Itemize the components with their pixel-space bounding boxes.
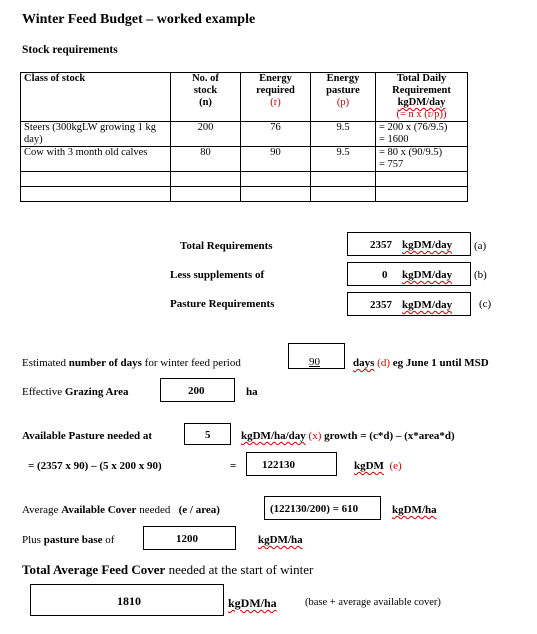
grazing-area-box: [160, 378, 235, 402]
tag-a: (a): [474, 240, 487, 252]
days-box: [288, 343, 345, 369]
cell-energy-required: 76: [241, 122, 311, 147]
available-pasture-calc: = (2357 x 90) – (5 x 200 x 90): [28, 460, 162, 472]
page-title: Winter Feed Budget – worked example: [22, 12, 256, 27]
average-cover-box: [264, 496, 381, 520]
pasture-requirements-unit: kgDM/day: [402, 299, 453, 311]
total-requirements-value: 2357: [370, 239, 392, 251]
tag-c: (c): [479, 298, 492, 310]
growth-result-value: 122130: [262, 459, 295, 471]
days-label: Estimated number of days for winter feed period: [22, 357, 241, 369]
pasture-base-box: [143, 526, 236, 550]
total-feed-cover-heading: Total Average Feed Cover needed at the start of winter: [22, 562, 314, 577]
cell-class: Cow with 3 month old calves: [21, 147, 171, 172]
cell-class: Steers (300kgLW growing 1 kg day): [21, 122, 171, 147]
table-row-empty: [21, 172, 468, 187]
table-header-row: [21, 73, 468, 122]
growth-result-unit: kgDM (e): [354, 460, 402, 472]
cell-total: = 200 x (76/9.5) = 1600: [376, 122, 468, 147]
stock-table: [20, 72, 468, 202]
pasture-base-unit: kgDM/ha: [258, 534, 303, 546]
cell-energy-pasture: 9.5: [311, 122, 376, 147]
pasture-base-value: 1200: [176, 533, 198, 545]
total-feed-cover-box: [30, 584, 224, 616]
header-energy-pasture: Energy pasture (p): [311, 73, 376, 122]
cell-count: 80: [171, 147, 241, 172]
total-requirements-label: Total Requirements: [180, 240, 273, 252]
pasture-requirements-label: Pasture Requirements: [170, 298, 275, 310]
table-row-empty: [21, 187, 468, 202]
average-cover-unit: kgDM/ha: [392, 504, 437, 516]
header-class: Class of stock: [21, 73, 171, 122]
total-feed-cover-unit: kgDM/ha: [228, 596, 277, 610]
total-requirements-unit: kgDM/day: [402, 239, 453, 251]
table-row: [21, 122, 468, 147]
equals-sign: =: [230, 460, 237, 472]
header-count: No. of stock (n): [171, 73, 241, 122]
grazing-area-unit: ha: [246, 386, 258, 398]
average-cover-label: Average Available Cover needed (e / area): [22, 504, 220, 516]
pasture-requirements-value: 2357: [370, 299, 392, 311]
header-total-daily: Total Daily Requirement kgDM/day (= n x (r/p)): [376, 73, 468, 122]
growth-result-box: [246, 452, 337, 476]
cell-energy-required: 90: [241, 147, 311, 172]
table-row: [21, 147, 468, 172]
total-feed-cover-value: 1810: [117, 594, 141, 608]
cell-count: 200: [171, 122, 241, 147]
supplements-unit: kgDM/day: [402, 269, 453, 281]
cell-total: = 80 x (90/9.5) = 757: [376, 147, 468, 172]
grazing-area-label: Effective Grazing Area: [22, 386, 129, 398]
pasture-requirements-box: [347, 292, 471, 316]
pasture-base-label: Plus pasture base of: [22, 534, 115, 546]
grazing-area-value: 200: [188, 385, 205, 397]
available-pasture-formula: kgDM/ha/day (x) growth = (c*d) – (x*area*d): [241, 430, 455, 442]
available-pasture-label: Available Pasture needed at: [22, 430, 153, 442]
cell-energy-pasture: 9.5: [311, 147, 376, 172]
days-value: 90: [309, 356, 320, 368]
header-energy-required: Energy required (r): [241, 73, 311, 122]
days-unit-line: days (d) eg June 1 until MSD: [353, 357, 489, 369]
supplements-label: Less supplements of: [170, 269, 265, 281]
total-feed-cover-note: (base + average available cover): [305, 597, 441, 608]
section-heading-stock: Stock requirements: [22, 44, 118, 56]
supplements-value: 0: [382, 269, 388, 281]
average-cover-calc: (122130/200) = 610: [270, 503, 359, 515]
tag-b: (b): [474, 269, 487, 281]
supplements-box: [347, 262, 471, 286]
available-pasture-value: 5: [205, 429, 211, 441]
available-pasture-box: [184, 423, 231, 445]
total-requirements-box: [347, 232, 471, 256]
